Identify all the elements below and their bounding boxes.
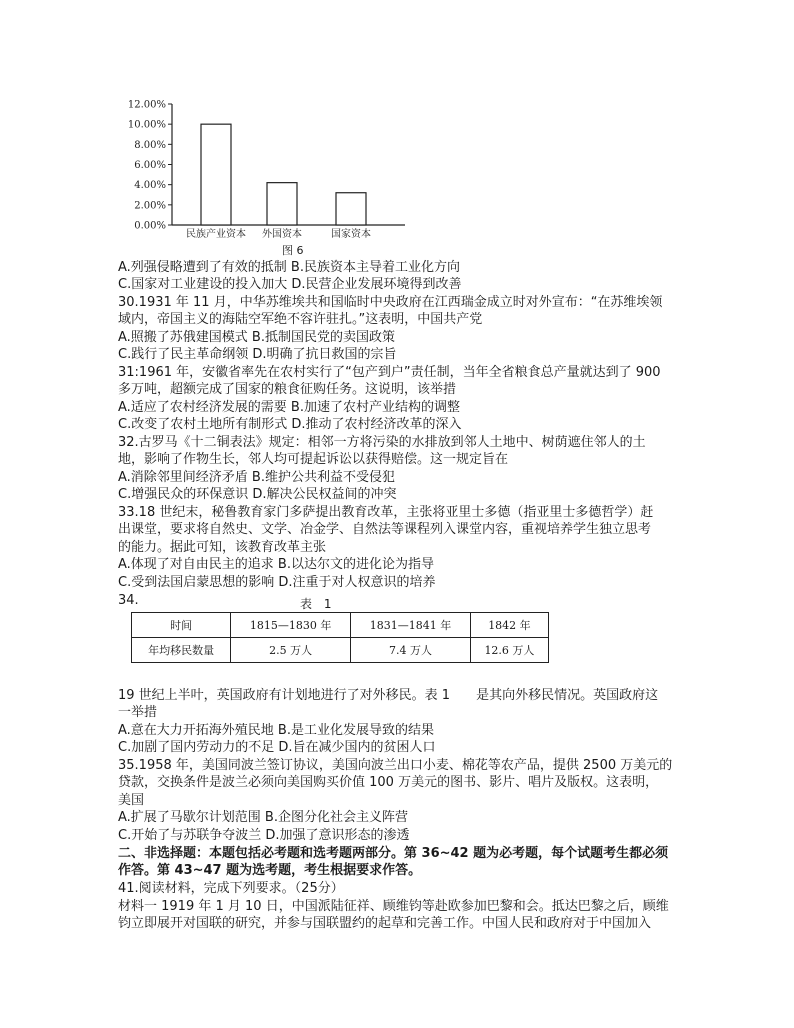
- text-line: A.扩展了马歇尔计划范围 B.企图分化社会主义阵营: [118, 810, 408, 825]
- text-line: 地，影响了作物生长，邻人均可提起诉讼以获得赔偿。这一规定旨在: [118, 452, 509, 467]
- bar: [267, 183, 297, 225]
- text-line: 域内，帝国主义的海陆空军绝不容许驻扎。”这表明，中国共产党: [118, 312, 483, 327]
- table-cell-value: 12.6 万人: [470, 638, 548, 663]
- x-category-label: 外国资本: [262, 229, 302, 240]
- emigration-table: [131, 612, 549, 663]
- text-line: 作答。第 43~47 题为选考题，考生根据要求作答。: [118, 863, 422, 878]
- text-line: 31:1961 年，安徽省率先在农村实行了“包产到户”责任制，当年全省粮食总产量就达到了 900: [118, 365, 661, 380]
- x-category-label: 民族产业资本: [186, 229, 246, 240]
- y-tick-label: 12.00%: [127, 99, 166, 111]
- text-line: 材料一 1919 年 1 月 10 日，中国派陆征祥、顾维钧等赴欧参加巴黎和会。抵达巴黎之后，顾维: [118, 899, 669, 914]
- y-tick-label: 8.00%: [134, 139, 166, 151]
- text-line: 19 世纪上半叶，英国政府有计划地进行了对外移民。表 1 是其向外移民情况。英国政府这: [118, 688, 659, 703]
- table-cell-period: 1815—1830 年: [231, 613, 351, 638]
- text-line: 33.18 世纪末，秘鲁教育家门多萨提出教育改革，主张将亚里士多德（指亚里士多德哲学）赶: [118, 505, 654, 520]
- text-line: 美国: [118, 793, 145, 808]
- text-line: A.体现了对自由民主的追求 B.以达尔文的进化论为指导: [118, 557, 434, 572]
- table-header-row: [132, 613, 549, 638]
- text-line: 一举措: [118, 705, 158, 720]
- table-caption: 表 1: [300, 597, 336, 611]
- text-line: C.增强民众的环保意识 D.解决公民权益间的冲突: [118, 487, 397, 502]
- x-category-label: 国家资本: [331, 229, 371, 240]
- text-line: 35.1958 年，美国同波兰签订协议，美国向波兰出口小麦、棉花等农产品，提供 2500 万美元的: [118, 758, 673, 773]
- text-line: 32.古罗马《十二铜表法》规定：相邻一方将污染的水排放到邻人土地中、树荫遮住邻人的土: [118, 435, 646, 450]
- text-line: A.照搬了苏俄建国模式 B.抵制国民党的卖国政策: [118, 330, 395, 345]
- y-tick-label: 6.00%: [134, 160, 166, 171]
- text-line: C.践行了民主革命纲领 D.明确了抗日救国的宗旨: [118, 347, 397, 362]
- chart-labels: [128, 100, 371, 241]
- text-line: C.开始了与苏联争夺波兰 D.加强了意识形态的渗透: [118, 828, 410, 843]
- text-line: 30.1931 年 11 月，中华苏维埃共和国临时中央政府在江西瑞金成立时对外宣布：“在苏维埃领: [118, 295, 663, 310]
- text-line: A.列强侵略遭到了有效的抵制 B.民族资本主导着工业化方向: [118, 260, 460, 275]
- bar: [336, 193, 366, 225]
- table-cell-period: 1831—1841 年: [351, 613, 471, 638]
- table-cell-time-label: 时间: [132, 613, 231, 638]
- text-line: A.意在大力开拓海外殖民地 B.是工业化发展导致的结果: [118, 723, 434, 738]
- text-line: 41.阅读材料，完成下列要求。（25分）: [118, 881, 344, 896]
- chart-bars: [201, 124, 366, 225]
- figure-caption: 图 6: [282, 244, 304, 257]
- text-line: 的能力。据此可知，该教育改革主张: [118, 540, 327, 555]
- y-tick-label: 0.00%: [134, 220, 166, 232]
- text-line: 34.: [118, 593, 139, 608]
- table-cell-period: 1842 年: [470, 613, 548, 638]
- text-line: A.适应了农村经济发展的需要 B.加速了农村产业结构的调整: [118, 400, 460, 415]
- text-line: A.消除邻里间经济矛盾 B.维护公共利益不受侵犯: [118, 470, 395, 485]
- table-cell-row-label: 年均移民数量: [132, 638, 231, 663]
- text-line: 多万吨，超额完成了国家的粮食征购任务。这说明，该举措: [118, 382, 457, 397]
- y-tick-label: 4.00%: [134, 180, 166, 192]
- text-line: C.国家对工业建设的投入加大 D.民营企业发展环境得到改善: [118, 277, 462, 292]
- text-line: 贷款，交换条件是波兰必须向美国购买价值 100 万美元的图书、影片、唱片及版权。这表明，: [118, 775, 659, 790]
- y-tick-label: 2.00%: [134, 200, 166, 212]
- text-line: C.改变了农村土地所有制形式 D.推动了农村经济改革的深入: [118, 417, 462, 432]
- text-line: 钧立即展开对国联的研究，并参与国联盟约的起草和完善工作。中国人民和政府对于中国加入: [118, 916, 652, 931]
- text-line: C.受到法国启蒙思想的影响 D.注重于对人权意识的培养: [118, 575, 436, 590]
- bar-chart-figure-6: [110, 92, 410, 242]
- text-line: 出课堂，要求将自然史、文学、冶金学、自然法等课程列入课堂内容，重视培养学生独立思考: [118, 522, 652, 537]
- bar: [201, 124, 231, 225]
- table-data-row: [132, 638, 549, 663]
- y-tick-label: 10.00%: [127, 119, 166, 131]
- text-line: C.加剧了国内劳动力的不足 D.旨在减少国内的贫困人口: [118, 740, 436, 755]
- table-cell-value: 2.5 万人: [231, 638, 351, 663]
- table-cell-value: 7.4 万人: [351, 638, 471, 663]
- text-line: 二、非选择题：本题包括必考题和选考题两部分。第 36~42 题为必考题，每个试题考生都必须: [118, 846, 669, 861]
